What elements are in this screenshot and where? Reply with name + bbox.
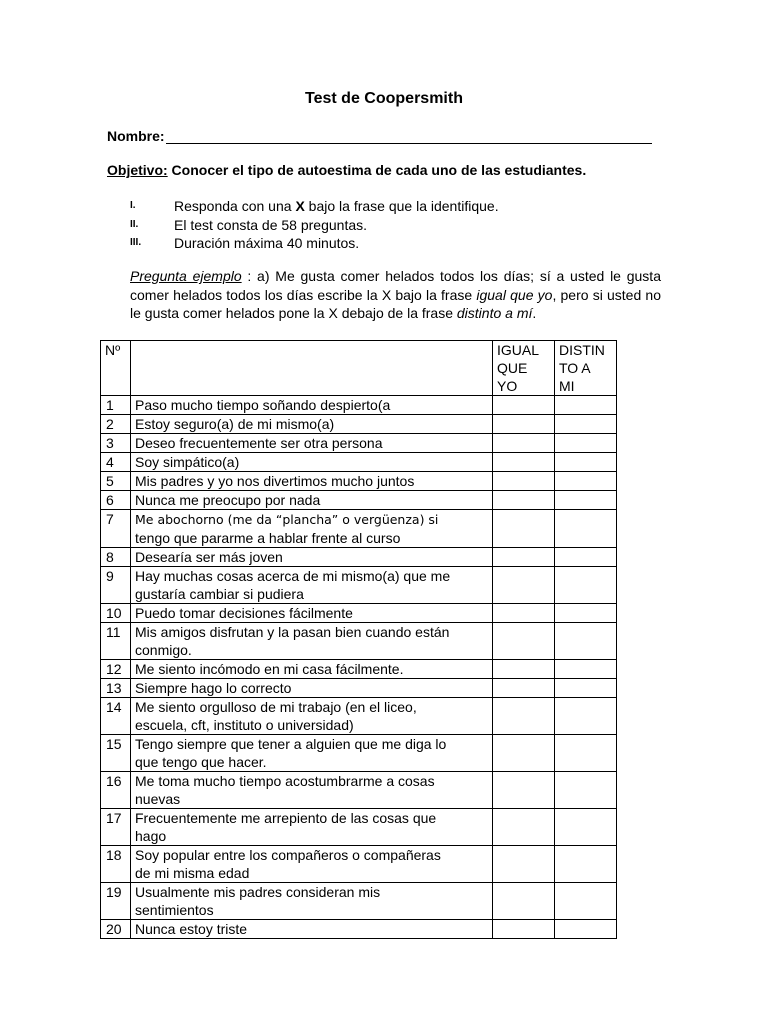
table-row: [101, 434, 617, 453]
answer-cell-distinto-a-mi[interactable]: [555, 453, 617, 472]
question-text: Me siento incómodo en mi casa fácilmente.: [131, 660, 493, 679]
table-row: [101, 883, 617, 920]
header-igual-que-yo: IGUAL QUE YO: [493, 341, 555, 396]
question-number: 11: [101, 623, 131, 660]
header-number: Nº: [101, 341, 131, 396]
question-number: 13: [101, 679, 131, 698]
answer-cell-distinto-a-mi[interactable]: [555, 472, 617, 491]
table-row: [101, 415, 617, 434]
objective-text: Conocer el tipo de autoestima de cada uno de las estudiantes.: [167, 162, 587, 178]
instruction-item: [130, 197, 499, 216]
question-number: 4: [101, 453, 131, 472]
question-number: 17: [101, 809, 131, 846]
answer-cell-igual-que-yo[interactable]: [493, 698, 555, 735]
table-header-row: [101, 341, 617, 396]
example-label: Pregunta ejemplo: [130, 268, 242, 284]
answer-cell-igual-que-yo[interactable]: [493, 735, 555, 772]
table-row: [101, 623, 617, 660]
page-title: Test de Coopersmith: [305, 90, 463, 107]
question-number: 2: [101, 415, 131, 434]
question-text: Frecuentemente me arrepiento de las cosas que hago: [131, 809, 493, 846]
answer-cell-igual-que-yo[interactable]: [493, 510, 555, 548]
answer-cell-igual-que-yo[interactable]: [493, 415, 555, 434]
answer-cell-igual-que-yo[interactable]: [493, 846, 555, 883]
question-number: 18: [101, 846, 131, 883]
answer-cell-distinto-a-mi[interactable]: [555, 679, 617, 698]
answer-cell-igual-que-yo[interactable]: [493, 396, 555, 415]
answer-cell-igual-que-yo[interactable]: [493, 772, 555, 809]
table-row: [101, 846, 617, 883]
answer-cell-distinto-a-mi[interactable]: [555, 491, 617, 510]
question-text: Puedo tomar decisiones fácilmente: [131, 604, 493, 623]
question-text: Siempre hago lo correcto: [131, 679, 493, 698]
table-row: [101, 920, 617, 939]
objective-label: Objetivo:: [107, 162, 168, 178]
question-text: Estoy seguro(a) de mi mismo(a): [131, 415, 493, 434]
instruction-number: I.: [130, 200, 136, 211]
question-text: Me abochorno (me da “plancha” o vergüenza) si tengo que pararme a hablar frente al curso: [131, 510, 493, 548]
question-number: 1: [101, 396, 131, 415]
question-text: Me siento orgulloso de mi trabajo (en el liceo, escuela, cft, instituto o universidad): [131, 698, 493, 735]
header-question: [131, 341, 493, 396]
question-text: Soy popular entre los compañeros o compañeras de mi misma edad: [131, 846, 493, 883]
answer-cell-distinto-a-mi[interactable]: [555, 660, 617, 679]
instruction-number: II.: [130, 218, 139, 230]
instruction-item: [130, 216, 499, 235]
question-number: 7: [101, 510, 131, 548]
question-text: Mis padres y yo nos divertimos mucho juntos: [131, 472, 493, 491]
question-number: 20: [101, 920, 131, 939]
table-row: [101, 679, 617, 698]
table-row: [101, 809, 617, 846]
question-number: 5: [101, 472, 131, 491]
name-label: Nombre:: [107, 128, 165, 144]
answer-cell-distinto-a-mi[interactable]: [555, 772, 617, 809]
question-number: 9: [101, 567, 131, 604]
question-text: Soy simpático(a): [131, 453, 493, 472]
answer-cell-distinto-a-mi[interactable]: [555, 920, 617, 939]
answer-cell-igual-que-yo[interactable]: [493, 491, 555, 510]
header-distinto-a-mi: DISTIN TO A MI: [555, 341, 617, 396]
answer-cell-igual-que-yo[interactable]: [493, 567, 555, 604]
table-row: [101, 396, 617, 415]
question-text: Mis amigos disfrutan y la pasan bien cuando están conmigo.: [131, 623, 493, 660]
question-number: 15: [101, 735, 131, 772]
answer-cell-distinto-a-mi[interactable]: [555, 548, 617, 567]
instruction-text: El test consta de 58 preguntas.: [174, 216, 368, 233]
answer-cell-distinto-a-mi[interactable]: [555, 510, 617, 548]
answer-cell-igual-que-yo[interactable]: [493, 623, 555, 660]
answer-cell-igual-que-yo[interactable]: [493, 883, 555, 920]
table-row: [101, 472, 617, 491]
table-row: [101, 735, 617, 772]
answer-cell-distinto-a-mi[interactable]: [555, 735, 617, 772]
question-number: 14: [101, 698, 131, 735]
answer-cell-igual-que-yo[interactable]: [493, 679, 555, 698]
instruction-text: Responda con una X bajo la frase que la identifique.: [174, 198, 499, 214]
answer-cell-distinto-a-mi[interactable]: [555, 567, 617, 604]
name-blank-line: [166, 128, 652, 144]
answer-cell-distinto-a-mi[interactable]: [555, 698, 617, 735]
answer-cell-igual-que-yo[interactable]: [493, 434, 555, 453]
instruction-number: III.: [130, 237, 142, 248]
question-text: Deseo frecuentemente ser otra persona: [131, 434, 493, 453]
table-row: [101, 698, 617, 735]
question-number: 12: [101, 660, 131, 679]
table-row: [101, 491, 617, 510]
question-number: 10: [101, 604, 131, 623]
table-row: [101, 660, 617, 679]
answer-cell-distinto-a-mi[interactable]: [555, 623, 617, 660]
answer-cell-igual-que-yo[interactable]: [493, 453, 555, 472]
answer-cell-distinto-a-mi[interactable]: [555, 809, 617, 846]
table-row: [101, 604, 617, 623]
answer-cell-distinto-a-mi[interactable]: [555, 415, 617, 434]
question-number: 3: [101, 434, 131, 453]
table-row: [101, 567, 617, 604]
question-number: 16: [101, 772, 131, 809]
table-row: [101, 548, 617, 567]
question-text: Me toma mucho tiempo acostumbrarme a cosas nuevas: [131, 772, 493, 809]
instruction-item: [130, 234, 499, 253]
answer-cell-igual-que-yo[interactable]: [493, 660, 555, 679]
example-question: Pregunta ejemplo : a) Me gusta comer helados todos los días; sí a usted le gusta comer helados todos los días escribe la X bajo la frase igual que yo, pero si usted no le gusta comer helados pone la X debajo de la frase distinto a mí.: [130, 268, 662, 321]
answer-cell-igual-que-yo[interactable]: [493, 472, 555, 491]
question-text: Nunca me preocupo por nada: [131, 491, 493, 510]
answer-cell-distinto-a-mi[interactable]: [555, 883, 617, 920]
answer-cell-distinto-a-mi[interactable]: [555, 396, 617, 415]
question-text: Nunca estoy triste: [131, 920, 493, 939]
answer-cell-igual-que-yo[interactable]: [493, 920, 555, 939]
question-number: 6: [101, 491, 131, 510]
question-number: 8: [101, 548, 131, 567]
question-number: 19: [101, 883, 131, 920]
table-row: [101, 510, 617, 548]
answer-cell-distinto-a-mi[interactable]: [555, 434, 617, 453]
answer-cell-igual-que-yo[interactable]: [493, 548, 555, 567]
answer-cell-distinto-a-mi[interactable]: [555, 846, 617, 883]
questions-table: [100, 340, 617, 939]
instruction-text: Duración máxima 40 minutos.: [174, 235, 360, 251]
question-text: Tengo siempre que tener a alguien que me diga lo que tengo que hacer.: [131, 735, 493, 772]
answer-cell-igual-que-yo[interactable]: [493, 809, 555, 846]
table-row: [101, 772, 617, 809]
question-text: Desearía ser más joven: [131, 548, 493, 567]
question-text: Usualmente mis padres consideran mis sentimientos: [131, 883, 493, 920]
answer-cell-igual-que-yo[interactable]: [493, 604, 555, 623]
objective: [107, 162, 586, 178]
question-text: Hay muchas cosas acerca de mi mismo(a) que me gustaría cambiar si pudiera: [131, 567, 493, 604]
instructions-list: [130, 197, 499, 253]
table-row: [101, 453, 617, 472]
answer-cell-distinto-a-mi[interactable]: [555, 604, 617, 623]
question-text: Paso mucho tiempo soñando despierto(a: [131, 396, 493, 415]
name-field: [107, 128, 652, 144]
